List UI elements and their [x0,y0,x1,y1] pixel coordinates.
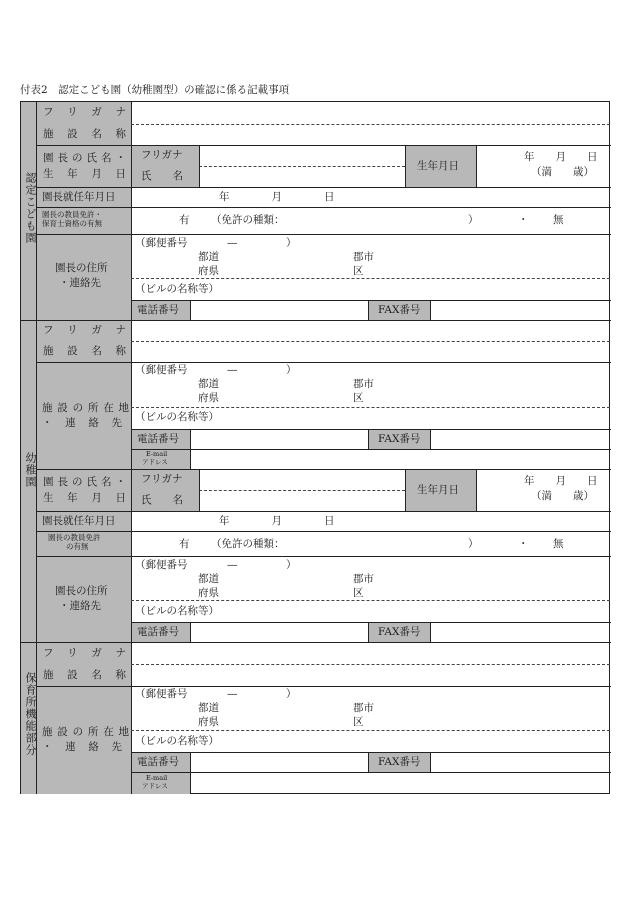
location-label-1: 施 設 の 所 在 地 [42,726,129,738]
section-label-hoiku: 保育所機能部分 [24,672,37,756]
fuken-label: 府県 [198,716,219,728]
page-title: 付表2 認定こども園（幼稚園型）の確認に係る記載事項 [20,84,290,96]
birth-label: 生年月日 [417,484,459,496]
principal-address-label-2: ・連絡先 [59,277,101,289]
tel-label: 電話番号 [137,433,179,445]
email-label-1: E-mail [146,450,168,458]
fax-label: FAX番号 [378,626,421,638]
license-label-2: の有無 [66,542,89,551]
section-label-nintei: 認定こども園 [24,172,37,244]
email-label-2: アドレス [142,458,168,466]
shimei-label: 氏 名 [141,494,183,506]
ku-label: 区 [353,716,364,728]
furigana-sub-label: フリガナ [141,473,183,485]
tel-label: 電話番号 [137,756,179,768]
gunshi-label: 郡市 [353,573,374,585]
furigana-label: フ リ ガ ナ [43,324,126,336]
gunshi-label: 郡市 [353,251,374,263]
todo-label: 都道 [198,702,219,714]
location-label-2: ・ 連 絡 先 [42,417,122,429]
building-label: （ビルの名称等） [135,283,219,295]
principal-address-label-1: 園長の住所 [55,585,108,597]
todo-label: 都道 [198,573,219,585]
location-label-1: 施 設 の 所 在 地 [42,402,129,414]
license-type: （免許の種類： [211,538,285,550]
fax-label: FAX番号 [378,756,421,768]
furigana-label: フ リ ガ ナ [43,106,126,118]
confirmation-form: 認定こども園 幼稚園 保育所機能部分 フ リ ガ ナ 施 設 名 称 園長の氏名・ 生 年 月 日 フリガナ 氏 名 生年月日 年 月 日 （満 歳） 園長就任年月日 年 月 日 園長の教員免許・ 保育士資格の有無 有 （免許の種類： ） ・ 無 園長の住所 ・連絡先 （郵便番号 — ） 都道 府県 郡市 区 （ビルの名称等） 電話番号 FAX番号 フ リ ガ ナ 施 設 名 称 施 設 の 所 在 地 ・ 連 絡 先 （郵便番号 — ） 都道 府県 郡市 区 （ビルの名称等） 電話番号 FAX番号 E-mail アドレス 園長の氏名・ 生 年 月 日 フリガナ 氏 名 生年月日 年 月 日 （満 歳） 園長就任年月日 年 月 日 園長の教員免許 の有無 有 （免許の種類： ） ・ 無 園長の住所 ・連絡先 （郵便番号 — ） 都道 府県 郡市 区 （ビルの名称等） 電話番号 FAX番号 フ リ ガ ナ 施 設 名 称 施 設 の 所 在 地 ・ 連 絡 先 （郵便番号 — ） 都道 府県 郡市 区 （ビルの名称等） 電話番号 FAX番号 E-mail アドレス [20,101,610,794]
postal-label: （郵便番号 [135,364,188,376]
principal-name-label-2: 生 年 月 日 [43,168,126,180]
principal-name-label-2: 生 年 月 日 [43,492,126,504]
facility-name-label: 施 設 名 称 [43,345,126,357]
license-label-1: 園長の教員免許・ [42,210,102,219]
facility-name-label: 施 設 名 称 [43,669,126,681]
shimei-label: 氏 名 [141,170,183,182]
license-yes: 有 [179,214,190,226]
birth-value: 年 月 日 [524,475,598,487]
furigana-label: フ リ ガ ナ [43,647,126,659]
appointment-date-value: 年 月 日 [219,191,335,203]
license-yes: 有 [179,538,190,550]
license-label-1: 園長の教員免許 [48,533,101,542]
license-no: 無 [553,214,564,226]
birth-value: 年 月 日 [524,151,598,163]
fax-label: FAX番号 [378,433,421,445]
email-label-1: E-mail [146,774,168,782]
principal-address-label-2: ・連絡先 [59,600,101,612]
building-label: （ビルの名称等） [135,605,219,617]
facility-name-label: 施 設 名 称 [43,128,126,140]
ku-label: 区 [353,265,364,277]
birth-label: 生年月日 [417,160,459,172]
age-value: （満 歳） [531,166,594,178]
license-close: ） [468,538,479,550]
appointment-date-label: 園長就任年月日 [42,191,116,203]
license-dot: ・ [518,538,529,550]
gunshi-label: 郡市 [353,378,374,390]
license-label-2: 保育士資格の有無 [42,219,102,228]
todo-label: 都道 [198,378,219,390]
location-label-2: ・ 連 絡 先 [42,741,122,753]
principal-name-label-1: 園長の氏名・ [43,152,126,164]
fax-label: FAX番号 [378,304,421,316]
gunshi-label: 郡市 [353,702,374,714]
principal-name-label-1: 園長の氏名・ [43,476,126,488]
fuken-label: 府県 [198,265,219,277]
postal-label: （郵便番号 [135,237,188,249]
fuken-label: 府県 [198,392,219,404]
building-label: （ビルの名称等） [135,735,219,747]
license-no: 無 [553,538,564,550]
tel-label: 電話番号 [137,626,179,638]
age-value: （満 歳） [531,490,594,502]
postal-label: （郵便番号 [135,559,188,571]
appointment-date-label: 園長就任年月日 [42,515,116,527]
ku-label: 区 [353,392,364,404]
section-label-youchien: 幼稚園 [24,452,37,488]
license-close: ） [468,214,479,226]
postal-label: （郵便番号 [135,688,188,700]
license-dot: ・ [518,214,529,226]
tel-label: 電話番号 [137,304,179,316]
license-type: （免許の種類： [211,214,285,226]
furigana-sub-label: フリガナ [141,149,183,161]
building-label: （ビルの名称等） [135,411,219,423]
principal-address-label-1: 園長の住所 [55,262,108,274]
ku-label: 区 [353,587,364,599]
todo-label: 都道 [198,251,219,263]
fuken-label: 府県 [198,587,219,599]
appointment-date-value: 年 月 日 [219,515,335,527]
email-label-2: アドレス [142,782,168,790]
